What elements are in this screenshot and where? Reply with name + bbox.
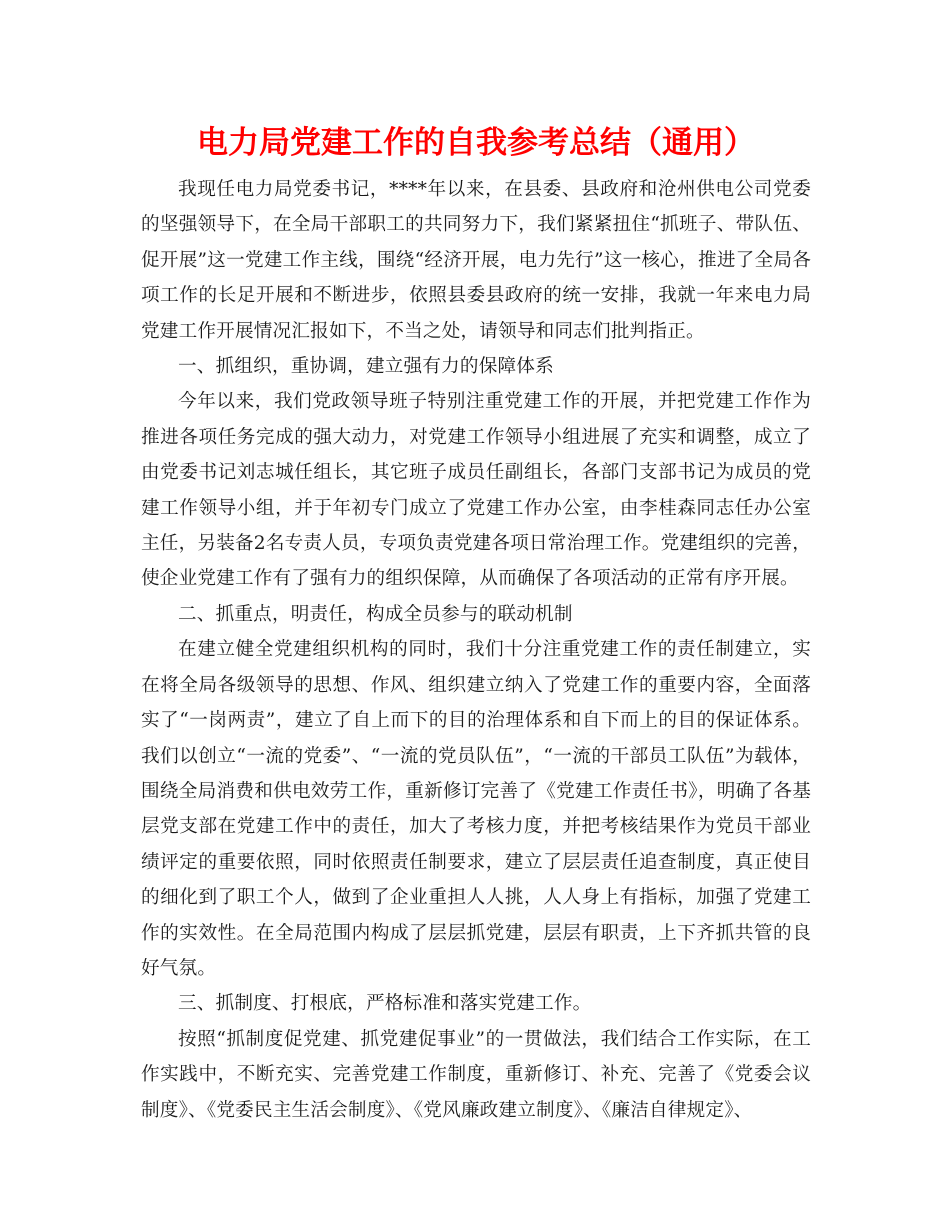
document-title: 电力局党建工作的自我参考总结（通用） — [197, 125, 755, 161]
section-heading-2: 二、抓重点，明责任，构成全员参与的联动机制 — [178, 603, 573, 625]
section-heading-3: 三、抓制度、打根底，严格标准和落实党建工作。 — [178, 993, 592, 1015]
section-1-paragraph: 今年以来，我们党政领导班子特别注重党建工作的开展，并把党建工作作为推进各项任务完成的强大动力，对党建工作领导小组进展了充实和调整，成立了由党委书记刘志城任组长，其它班子成员任副组长，各部门支部书记为成员的党建工作领导小组，并于年初专门成立了党建工作办公室，由李桂森同志任办公室主任，另装备2名专责人员，专项负责党建各项日常治理工作。党建组织的完善，使企业党建工作有了强有力的组织保障，从而确保了各项活动的正常有序开展。 — [141, 391, 811, 590]
intro-paragraph: 我现任电力局党委书记，****年以来，在县委、县政府和沧州供电公司党委的坚强领导下，在全局干部职工的共同努力下，我们紧紧扭住“抓班子、带队伍、促开展”这一党建工作主线，围绕“经济开展，电力先行”这一核心，推进了全局各项工作的长足开展和不断进步，依照县委县政府的统一安排，我就一年来电力局党建工作开展情况汇报如下，不当之处，请领导和同志们批判指正。 — [141, 179, 811, 342]
section-3-paragraph: 按照“抓制度促党建、抓党建促事业”的一贯做法，我们结合工作实际，在工作实践中，不断充实、完善党建工作制度，重新修订、补充、完善了《党委会议制度》、《党委民主生活会制度》、《党风廉政建立制度》、《廉洁自律规定》、 — [141, 1028, 811, 1121]
document-page — [141, 120, 811, 1128]
section-2-paragraph: 在建立健全党建组织机构的同时，我们十分注重党建工作的责任制建立，实在将全局各级领导的思想、作风、组织建立纳入了党建工作的重要内容，全面落实了“一岗两责”，建立了自上而下的目的治理体系和自下而上的目的保证体系。我们以创立“一流的党委”、“一流的党员队伍”，“一流的干部员工队伍”为载体，围绕全局消费和供电效劳工作，重新修订完善了《党建工作责任书》，明确了各基层党支部在党建工作中的责任，加大了考核力度，并把考核结果作为党员干部业绩评定的重要依照，同时依照责任制要求，建立了层层责任追查制度，真正使目的细化到了职工个人，做到了企业重担人人挑，人人身上有指标，加强了党建工作的实效性。在全局范围内构成了层层抓党建，层层有职责，上下齐抓共管的良好气氛。 — [141, 639, 811, 979]
section-heading-1: 一、抓组织，重协调，建立强有力的保障体系 — [178, 356, 554, 378]
